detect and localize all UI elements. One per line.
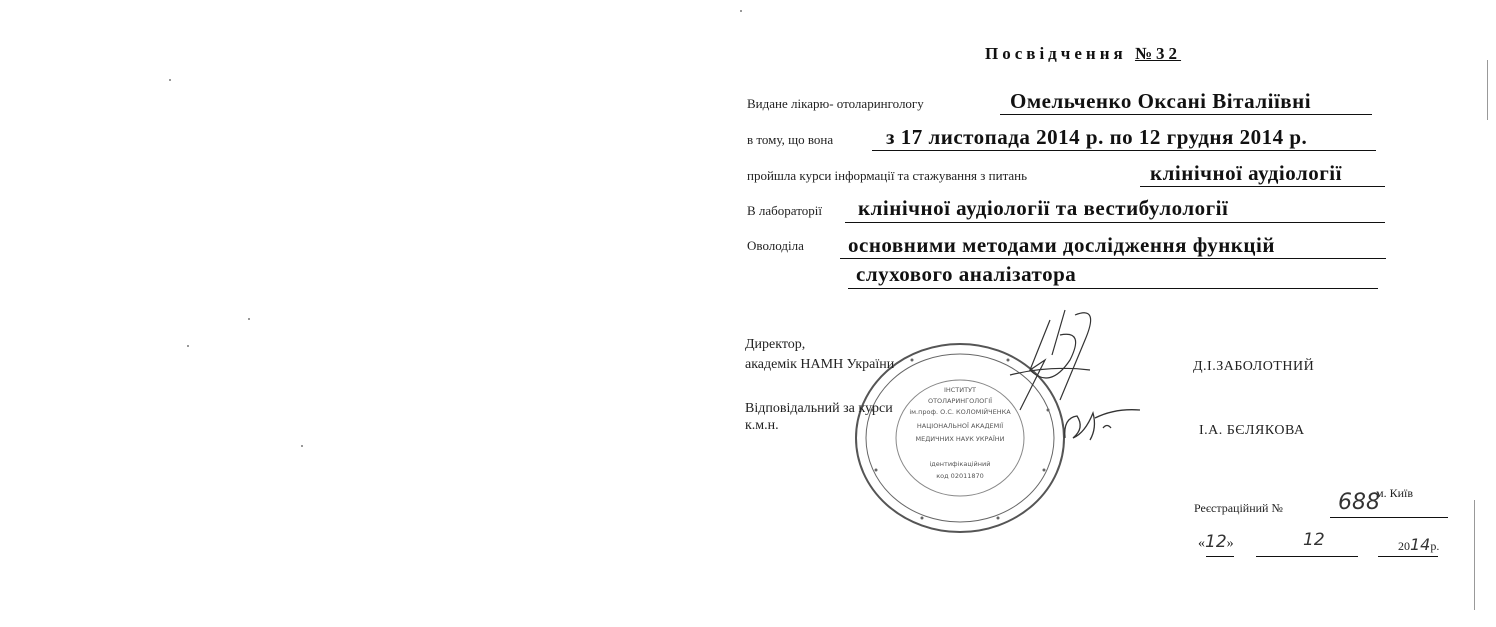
- stamp-text-5: МЕДИЧНИХ НАУК УКРАЇНИ: [915, 435, 1005, 443]
- scan-speck: [169, 79, 171, 81]
- date-year-prefix: 20: [1398, 539, 1410, 553]
- date-year-suffix: 14: [1410, 535, 1431, 554]
- responsible-degree: к.м.н.: [745, 418, 779, 433]
- stamp-text-1: ІНСТИТУТ: [943, 386, 977, 394]
- period-underline: [872, 150, 1376, 151]
- date-month-underline: [1256, 556, 1358, 557]
- mastered-underline-1: [840, 258, 1386, 259]
- registration-number: 688: [1338, 490, 1380, 515]
- issued-underline: [1000, 114, 1372, 115]
- scan-speck: [187, 345, 189, 347]
- period-label: в тому, що вона: [747, 132, 834, 147]
- director-name: Д.І.ЗАБОЛОТНИЙ: [1193, 359, 1315, 374]
- stamp-text-7: код 02011870: [936, 472, 984, 480]
- laboratory-underline: [845, 222, 1385, 223]
- director-title: Директор,: [745, 337, 806, 352]
- scan-speck: [248, 318, 250, 320]
- stamp-text-6: ідентифікаційний: [929, 460, 991, 468]
- laboratory-value: клінічної аудіології та вестибулології: [858, 196, 1229, 220]
- date-close-quote: »: [1226, 536, 1234, 551]
- period-value: з 17 листопада 2014 р. по 12 грудня 2014 р.: [886, 125, 1308, 149]
- mastered-value-line1: основними методами дослідження функцій: [848, 233, 1275, 257]
- responsible-title: Відповідальний за курси: [745, 401, 893, 416]
- certificate-title-text: Посвідчення: [985, 44, 1127, 63]
- mastered-label: Оволоділа: [747, 238, 804, 253]
- date-year: [1398, 535, 1439, 554]
- course-underline: [1140, 186, 1385, 187]
- registration-label: Реєстраційний №: [1194, 501, 1283, 515]
- scan-speck: [740, 10, 742, 12]
- date-day-underline: [1206, 556, 1234, 557]
- registration-date: [1198, 532, 1234, 552]
- mastered-underline-2: [848, 288, 1378, 289]
- laboratory-label: В лабораторії: [747, 203, 822, 218]
- date-open-quote: «: [1198, 536, 1205, 551]
- scan-speck: [301, 445, 303, 447]
- director-rank: академік НАМН України: [745, 357, 895, 372]
- responsible-signature: [1055, 398, 1145, 448]
- course-value: клінічної аудіології: [1150, 161, 1342, 185]
- date-year-underline: [1378, 556, 1438, 557]
- issued-value: Омельченко Оксані Віталіївні: [1010, 89, 1312, 113]
- stamp-text-3: ім.проф. О.С. КОЛОМІЙЧЕНКА: [909, 408, 1011, 416]
- registration-city: м. Київ: [1376, 486, 1414, 500]
- scan-speck: [1487, 60, 1488, 120]
- stamp-text-2: ОТОЛАРИНГОЛОГІЇ: [927, 397, 993, 405]
- certificate-title: [985, 44, 1181, 64]
- registration-number-underline: [1330, 517, 1448, 518]
- responsible-name: І.А. БЄЛЯКОВА: [1199, 423, 1305, 438]
- issued-label: Видане лікарю- отоларингологу: [747, 96, 924, 111]
- date-day: 12: [1205, 532, 1227, 552]
- date-year-label: р.: [1430, 539, 1440, 553]
- scan-speck: [1474, 500, 1475, 610]
- course-label: пройшла курси інформації та стажування з питань: [747, 168, 1028, 183]
- date-month: 12: [1303, 530, 1325, 550]
- mastered-value-line2: слухового аналізатора: [856, 262, 1077, 286]
- certificate-number: №32: [1134, 44, 1182, 63]
- stamp-text-4: НАЦІОНАЛЬНОЇ АКАДЕМІЇ: [916, 422, 1004, 430]
